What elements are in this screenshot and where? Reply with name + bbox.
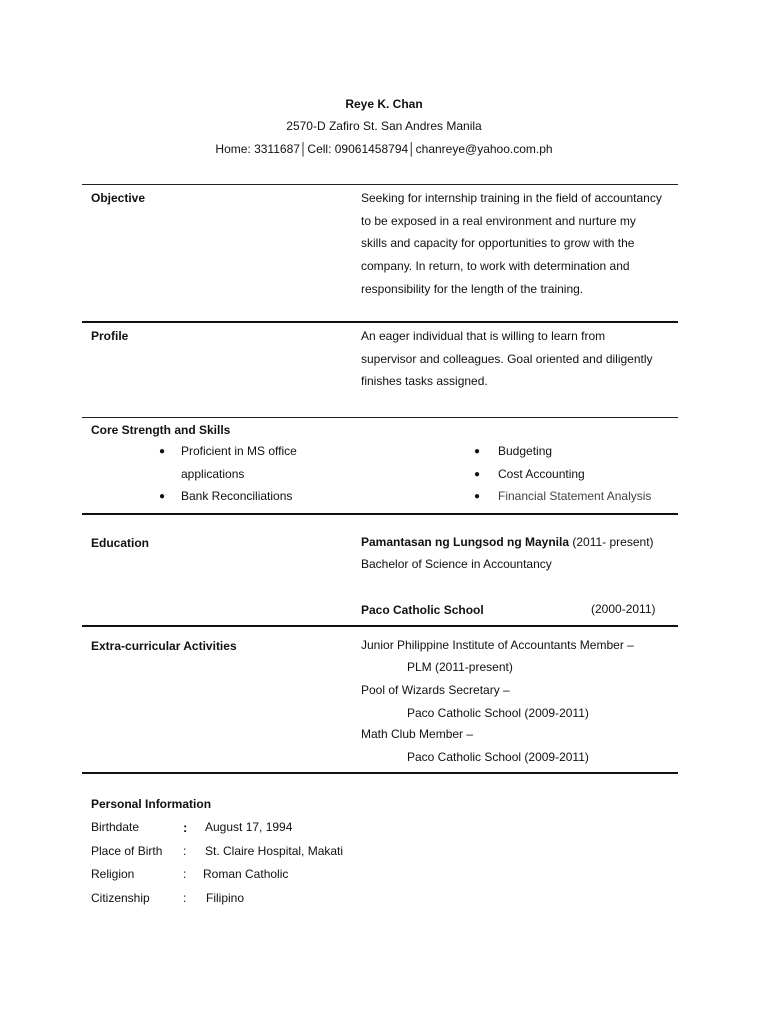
objective-title: Objective <box>91 191 146 205</box>
skills-title: Core Strength and Skills <box>91 423 231 437</box>
school-years: (2011- present) <box>569 535 654 549</box>
bullet-icon: ● <box>474 469 481 480</box>
divider <box>82 321 678 323</box>
colon: : <box>183 820 188 835</box>
activity-org: Paco Catholic School (2009-2011) <box>407 750 589 764</box>
divider <box>82 625 678 627</box>
objective-text <box>361 187 677 301</box>
colon: : <box>183 891 187 905</box>
divider <box>82 513 678 515</box>
activities-title: Extra-curricular Activities <box>91 639 237 653</box>
bullet-icon: ● <box>159 446 166 457</box>
religion-label: Religion <box>91 867 135 881</box>
skill-item-continued: applications <box>181 467 245 481</box>
birthdate-label: Birthdate <box>91 820 140 834</box>
profile-line: finishes tasks assigned. <box>361 374 488 389</box>
bullet-icon: ● <box>474 446 481 457</box>
activity-org: PLM (2011-present) <box>407 660 513 674</box>
contact-line: Home: 3311687│Cell: 09061458794│chanreye@yahoo.com.ph <box>215 142 553 156</box>
profile-line: An eager individual that is willing to learn from <box>361 329 606 343</box>
divider <box>82 184 678 185</box>
activity-org: Paco Catholic School (2009-2011) <box>407 706 589 720</box>
colon: : <box>183 844 187 858</box>
citizenship-label: Citizenship <box>91 891 150 905</box>
education-school-1 <box>361 535 654 549</box>
profile-title: Profile <box>91 329 129 343</box>
objective-line: Seeking for internship training in the field of accountancy <box>361 191 662 205</box>
education-title: Education <box>91 536 150 550</box>
place-of-birth-value: St. Claire Hospital, Makati <box>205 844 344 858</box>
skill-item: Financial Statement Analysis <box>498 489 652 503</box>
skill-item: Budgeting <box>498 444 553 458</box>
profile-text <box>361 325 677 393</box>
skill-item: Cost Accounting <box>498 467 585 481</box>
profile-line: supervisor and colleagues. Goal oriented and diligently <box>361 351 653 366</box>
activity-role: Math Club Member – <box>361 727 474 741</box>
personal-title: Personal Information <box>91 797 212 811</box>
objective-line: skills and capacity for opportunities to grow with the <box>361 236 635 251</box>
objective-line: company. In return, to work with determination and <box>361 259 630 274</box>
birthdate-value: August 17, 1994 <box>205 820 293 834</box>
bullet-icon: ● <box>159 491 166 502</box>
skill-item: Proficient in MS office <box>181 444 297 458</box>
place-of-birth-label: Place of Birth <box>91 844 163 858</box>
resume-name: Reye K. Chan <box>345 97 423 111</box>
degree: Bachelor of Science in Accountancy <box>361 557 552 571</box>
objective-line: responsibility for the length of the training. <box>361 281 584 296</box>
activity-role: Junior Philippine Institute of Accountants Member – <box>361 638 634 652</box>
colon: : <box>183 867 187 881</box>
divider <box>82 417 678 418</box>
school-name: Pamantasan ng Lungsod ng Maynila <box>361 535 570 549</box>
skill-item: Bank Reconciliations <box>181 489 293 503</box>
divider <box>82 772 678 774</box>
bullet-icon: ● <box>474 491 481 502</box>
objective-line: to be exposed in a real environment and nurture my <box>361 213 636 228</box>
religion-value: Roman Catholic <box>203 867 289 881</box>
school-years: (2000-2011) <box>591 602 656 616</box>
citizenship-value: Filipino <box>206 891 245 905</box>
address: 2570-D Zafiro St. San Andres Manila <box>286 119 482 133</box>
school-name: Paco Catholic School <box>361 603 484 617</box>
activity-role: Pool of Wizards Secretary – <box>361 683 510 697</box>
